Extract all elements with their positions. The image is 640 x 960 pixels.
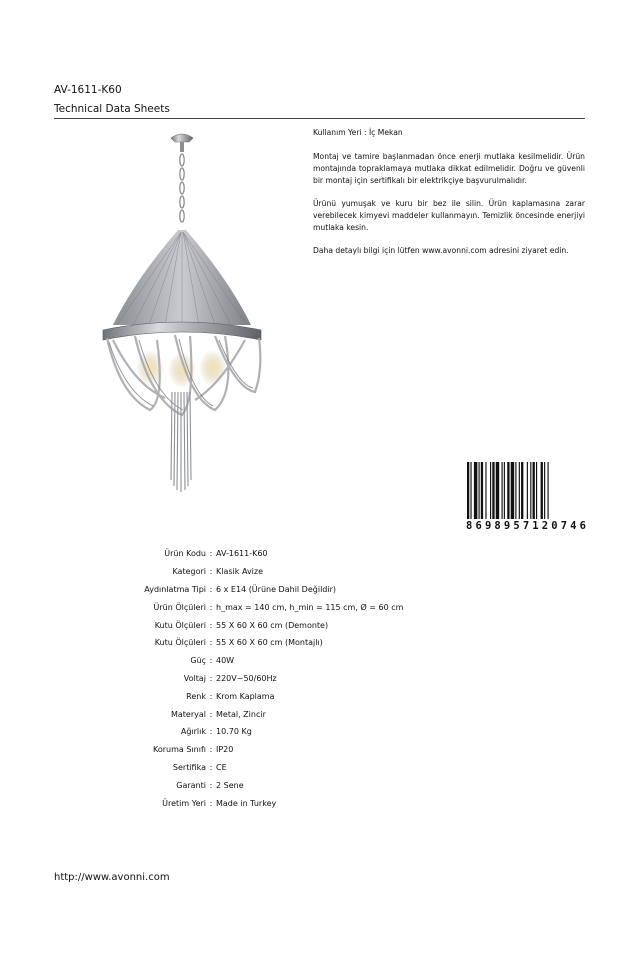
spec-value: Metal, Zincir xyxy=(216,709,266,719)
spec-value: IP20 xyxy=(216,745,234,755)
spec-separator: : xyxy=(209,709,213,719)
spec-label: Ağırlık xyxy=(180,727,206,737)
spec-value: 220V~50/60Hz xyxy=(216,673,277,683)
barcode-digits xyxy=(466,520,586,532)
spec-label: Güç xyxy=(190,656,206,666)
spec-row xyxy=(0,794,640,812)
spec-value: 10.70 Kg xyxy=(216,727,252,737)
spec-value: 6 x E14 (Ürüne Dahil Değildir) xyxy=(216,584,336,594)
spec-separator: : xyxy=(209,567,213,577)
barcode-digit: 0 xyxy=(551,520,558,532)
product-image xyxy=(95,130,270,495)
spec-separator: : xyxy=(209,762,213,772)
spec-separator: : xyxy=(209,727,213,737)
spec-label: Materyal xyxy=(170,709,206,719)
spec-label: Kutu Ölçüleri xyxy=(154,638,206,648)
spec-value: Made in Turkey xyxy=(216,798,277,808)
barcode-digit: 8 xyxy=(466,520,473,532)
spec-label: Koruma Sınıfı xyxy=(153,745,206,755)
barcode-digit: 6 xyxy=(475,520,482,532)
spec-label: Kutu Ölçüleri xyxy=(154,620,206,630)
barcode-bar xyxy=(548,462,549,519)
barcode-bar xyxy=(544,462,545,519)
spec-row xyxy=(0,634,640,652)
barcode-digit: 9 xyxy=(484,520,492,532)
barcode-digit: 6 xyxy=(579,520,586,532)
barcode-bar xyxy=(536,462,537,519)
header-divider xyxy=(54,118,585,119)
barcode-bar xyxy=(533,462,535,519)
barcode-bar xyxy=(470,462,471,519)
spec-separator: : xyxy=(209,620,213,630)
safety-note: Montaj ve tamire başlanmadan önce enerji mutlaka kesilmelidir. Ürün montajında topraklamaya mutlaka dikkat edilmelidir. Doğru ve güvenli bir montaj için sertifikalı bir elektrikçiye başvurulmalıdır. xyxy=(313,152,585,185)
spec-label: Garanti xyxy=(176,780,206,790)
spec-row xyxy=(0,616,640,634)
spec-separator: : xyxy=(209,549,213,559)
spec-row xyxy=(0,652,640,670)
spec-row xyxy=(0,581,640,599)
footer-website-link[interactable]: http://www.avonni.com xyxy=(54,872,170,883)
barcode-bar xyxy=(485,462,486,519)
spec-table xyxy=(0,545,640,812)
barcode-digit: 4 xyxy=(570,520,577,532)
spec-value: 55 X 60 X 60 cm (Demonte) xyxy=(216,620,329,630)
barcode-bar xyxy=(474,462,477,519)
barcode-digit: 7 xyxy=(522,520,530,532)
spec-separator: : xyxy=(209,691,213,701)
barcode-bar xyxy=(467,462,469,519)
barcode-digit: 9 xyxy=(503,520,511,532)
chandelier-illustration xyxy=(95,130,270,495)
barcode-bar xyxy=(507,462,509,519)
barcode-bar xyxy=(511,462,514,519)
spec-separator: : xyxy=(209,638,213,648)
spec-value: Krom Kaplama xyxy=(216,691,275,701)
spec-value: 55 X 60 X 60 cm (Montajlı) xyxy=(216,638,323,648)
barcode-digit: 5 xyxy=(513,520,520,532)
barcode-bar xyxy=(479,462,480,519)
spec-value: h_max = 140 cm, h_min = 115 cm, Ø = 60 cm xyxy=(216,602,404,612)
barcode-bar xyxy=(502,462,503,519)
barcode-bar xyxy=(504,462,505,519)
barcode-digit: 7 xyxy=(560,520,568,532)
spec-separator: : xyxy=(209,745,213,755)
cleaning-note: Ürünü yumuşak ve kuru bir bez ile silin. Ürün kaplamasına zarar verebilecek kimyevi maddeler kullanmayın. Temizlik öncesinde enerjiyi mutlaka kesin. xyxy=(313,199,585,232)
spec-separator: : xyxy=(209,798,213,808)
barcode-bar xyxy=(481,462,483,519)
spec-row xyxy=(0,598,640,616)
spec-label: Kategori xyxy=(172,567,206,577)
spec-label: Üretim Yeri xyxy=(162,798,206,808)
spec-row xyxy=(0,705,640,723)
barcode-bar xyxy=(515,462,516,519)
spec-row xyxy=(0,563,640,581)
spec-row xyxy=(0,687,640,705)
spec-label: Renk xyxy=(186,691,206,701)
spec-label: Ürün Kodu xyxy=(164,549,206,559)
barcode-digit: 2 xyxy=(541,520,549,532)
spec-row xyxy=(0,776,640,794)
barcode-bars xyxy=(466,462,586,519)
spec-value: 40W xyxy=(216,656,235,666)
spec-separator: : xyxy=(209,780,213,790)
barcode-bar xyxy=(530,462,531,519)
barcode-bar xyxy=(521,462,523,519)
spec-label: Voltaj xyxy=(183,673,206,683)
spec-value: Klasik Avize xyxy=(216,567,264,577)
spec-row xyxy=(0,545,640,563)
spec-row xyxy=(0,670,640,688)
spec-value: 2 Sene xyxy=(216,780,244,790)
barcode-bar xyxy=(541,462,543,519)
barcode-bar xyxy=(496,462,499,519)
usage-info xyxy=(313,127,585,268)
spec-separator: : xyxy=(209,656,213,666)
spec-label: Ürün Ölçüleri xyxy=(153,602,206,612)
spec-row xyxy=(0,741,640,759)
spec-separator: : xyxy=(209,602,213,612)
spec-label: Sertifika xyxy=(172,762,206,772)
more-info-note: Daha detaylı bilgi için lütfen www.avonni.com adresini ziyaret edin. xyxy=(313,246,569,255)
barcode-bar xyxy=(527,462,528,519)
barcode-bar xyxy=(490,462,491,519)
datasheet-subtitle: Technical Data Sheets xyxy=(54,103,170,115)
usage-location: Kullanım Yeri : İç Mekan xyxy=(313,128,403,137)
product-code-title: AV-1611-K60 xyxy=(54,84,122,96)
spec-row xyxy=(0,759,640,777)
barcode-bar xyxy=(492,462,494,519)
spec-row xyxy=(0,723,640,741)
spec-value: CE xyxy=(216,762,227,772)
spec-separator: : xyxy=(209,584,213,594)
barcode-digit: 1 xyxy=(532,520,539,532)
barcode xyxy=(466,462,586,537)
spec-value: AV-1611-K60 xyxy=(216,549,268,559)
spec-separator: : xyxy=(209,673,213,683)
spec-label: Aydınlatma Tipi xyxy=(144,584,206,594)
barcode-digit: 8 xyxy=(494,520,501,532)
barcode-bar xyxy=(519,462,520,519)
